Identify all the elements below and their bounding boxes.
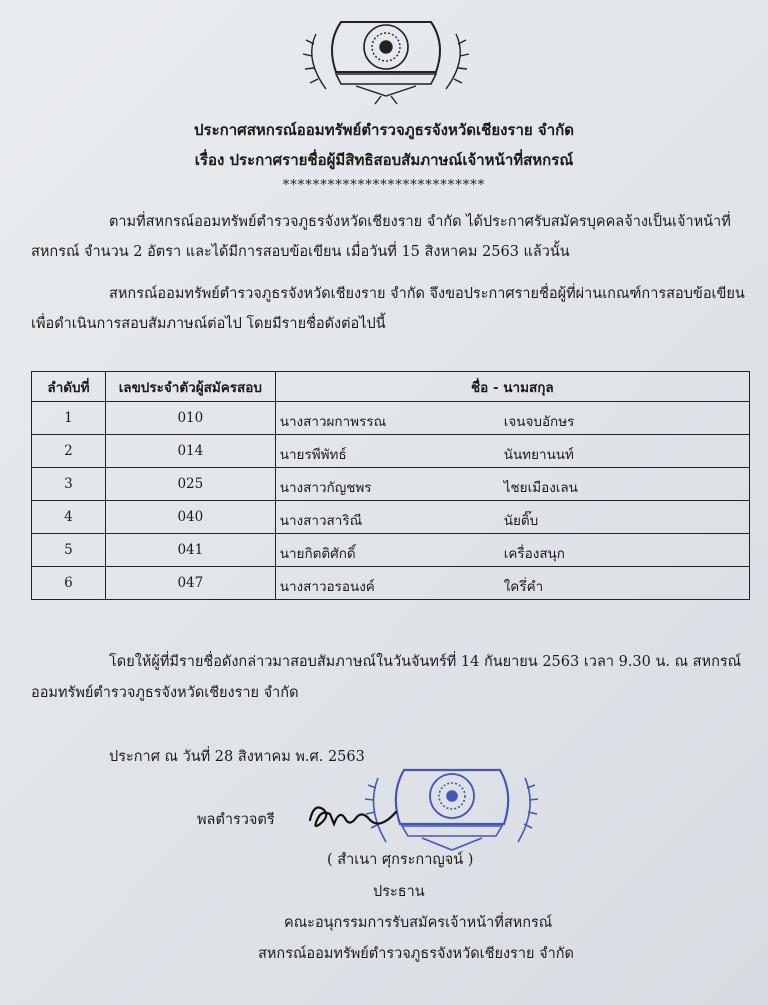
paragraph-1-line-1: ตามที่สหกรณ์ออมทรัพย์ตำรวจภูธรจังหวัดเชียงราย จำกัด ได้ประกาศรับสมัครบุคคลจ้างเป็นเจ้าหน้าที่ [109,214,731,230]
header-applicant-id: เลขประจำตัวผู้สมัครสอบ [105,372,275,402]
table-row [32,402,750,435]
signer-organization: สหกรณ์ออมทรัพย์ตำรวจภูธรจังหวัดเชียงราย จำกัด [258,946,574,962]
row-order: 4 [32,501,106,534]
last-name: เจนจบอักษร [503,414,575,430]
header-full-name: ชื่อ - นามสกุล [275,372,749,402]
signer-position: ประธาน [373,884,425,900]
row-order: 3 [32,468,106,501]
announcement-date: ประกาศ ณ วันที่ 28 สิงหาคม พ.ศ. 2563 [109,749,365,765]
last-name: นัยติ๊บ [503,513,539,529]
signer-committee: คณะอนุกรรมการรับสมัครเจ้าหน้าที่สหกรณ์ [284,915,553,931]
row-full-name [275,534,749,567]
first-name: นางสาวสาริณี [279,513,363,529]
last-name: นันทยานนท์ [503,447,574,463]
row-order: 1 [32,402,106,435]
last-name: เครื่องสนุก [503,546,565,562]
last-name: ไชยเมืองเลน [503,480,578,496]
row-order: 6 [32,567,106,600]
table-row [32,534,750,567]
header-order: ลำดับที่ [32,372,106,402]
paragraph-2-line-2: เพื่อดำเนินการสอบสัมภาษณ์ต่อไป โดยมีรายชื่อดังต่อไปนี้ [31,316,386,332]
row-full-name [275,567,749,600]
table-row [32,468,750,501]
signature-icon [300,790,410,840]
first-name: นายรพีพัทธ์ [279,447,347,463]
row-full-name [275,402,749,435]
row-applicant-id: 047 [105,567,275,600]
row-order: 2 [32,435,106,468]
signer-name: ( สำเนา ศุกระกาญจน์ ) [327,852,474,868]
last-name: ใครึ่คำ [503,579,544,595]
row-order: 5 [32,534,106,567]
separator-line: *************************** [282,178,486,193]
first-name: นายกิตติศักดิ์ [279,546,356,562]
paragraph-1-line-2: สหกรณ์ จำนวน 2 อัตรา และได้มีการสอบข้อเขียน เมื่อวันที่ 15 สิงหาคม 2563 แล้วนั้น [31,244,570,260]
paragraph-2-line-1: สหกรณ์ออมทรัพย์ตำรวจภูธรจังหวัดเชียงราย จำกัด จึงขอประกาศรายชื่อผู้ที่ผ่านเกณฑ์การสอบข้อเขียน [109,286,745,302]
paragraph-3-line-2: ออมทรัพย์ตำรวจภูธรจังหวัดเชียงราย จำกัด [31,685,299,701]
row-full-name [275,468,749,501]
row-applicant-id: 014 [105,435,275,468]
row-full-name [275,435,749,468]
first-name: นางสาวผกาพรรณ [279,414,387,430]
signer-rank: พลตำรวจตรี [197,812,275,828]
paragraph-3-line-1: โดยให้ผู้ที่มีรายชื่อดังกล่าวมาสอบสัมภาษณ์ในวันจันทร์ที่ 14 กันยายน 2563 เวลา 9.30 น. ณ สหกรณ์ [109,654,742,670]
table-row [32,435,750,468]
first-name: นางสาวกัญชพร [279,480,372,496]
row-applicant-id: 041 [105,534,275,567]
candidate-table [31,371,750,600]
table-header-row [32,372,750,402]
announcement-title: ประกาศสหกรณ์ออมทรัพย์ตำรวจภูธรจังหวัดเชียงราย จำกัด [194,121,574,139]
cooperative-emblem-icon [296,14,476,106]
first-name: นางสาวอรอนงค์ [279,579,375,595]
announcement-subject: เรื่อง ประกาศรายชื่อผู้มีสิทธิสอบสัมภาษณ์เจ้าหน้าที่สหกรณ์ [194,151,574,169]
row-applicant-id: 040 [105,501,275,534]
row-full-name [275,501,749,534]
row-applicant-id: 025 [105,468,275,501]
table-row [32,567,750,600]
table-row [32,501,750,534]
row-applicant-id: 010 [105,402,275,435]
